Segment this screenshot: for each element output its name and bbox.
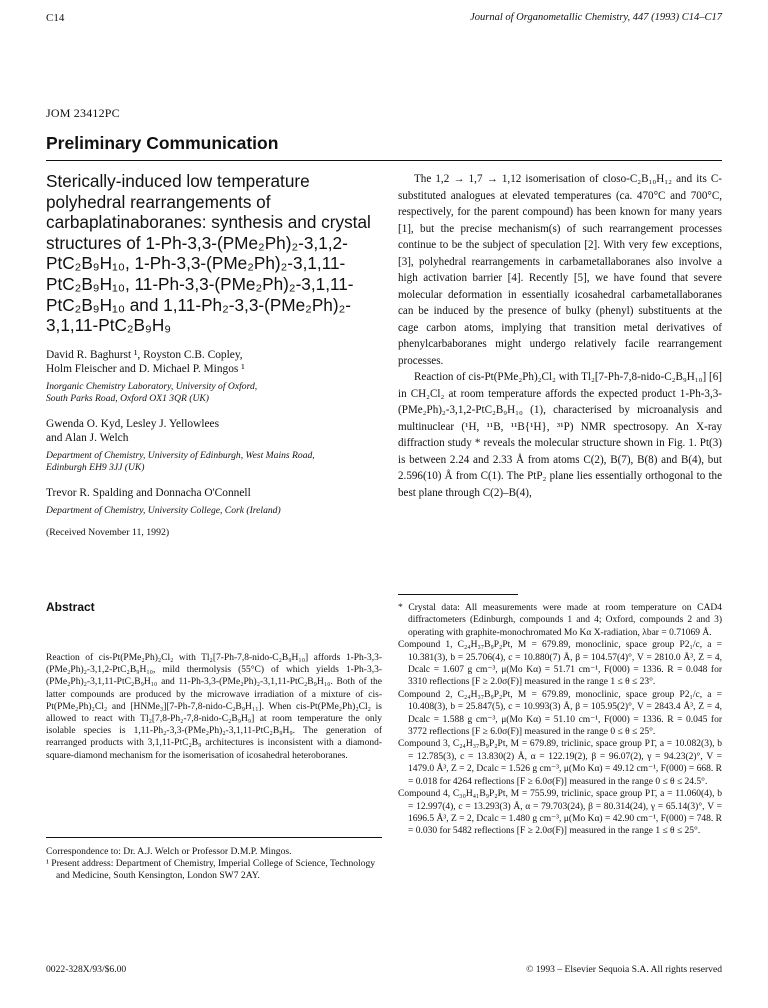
title-line: structures of 1-Ph-3,3-(PMe₂Ph)₂-3,1,2-: [46, 232, 348, 253]
affiliation: [46, 381, 382, 405]
abstract-heading: Abstract: [46, 600, 95, 614]
affiliation-line: Department of Chemistry, University College, Cork (Ireland): [46, 505, 281, 516]
issn: 0022-328X/93/$6.00: [46, 964, 127, 975]
author-line: David R. Baghurst ¹, Royston C.B. Copley,: [46, 349, 243, 361]
crystal-note: * Crystal data: All measurements were made at room temperature on CAD4 diffractometers (Edinburgh, compounds 1 and 4; Oxford, compounds 2 and 3) operating with graphite-monochromated Mo Kα X-radiation, λbar = 0.71069 Å.: [398, 603, 722, 638]
author-line: Trevor R. Spalding and Donnacha O'Connell: [46, 487, 251, 499]
affiliation: [46, 505, 382, 517]
author-line: Holm Fleischer and D. Michael P. Mingos ¹: [46, 363, 245, 375]
author-line: and Alan J. Welch: [46, 432, 129, 444]
title-line: carbaplatinaboranes: synthesis and crystal: [46, 212, 371, 233]
footnote: ¹ Present address: Department of Chemistry, Imperial College of Science, Technology and Medicine, South Kensington, London SW7 2AY.: [46, 858, 376, 881]
correspondence: Correspondence to: Dr. A.J. Welch or Professor D.M.P. Mingos.: [46, 846, 292, 857]
received-date: (Received November 11, 1992): [46, 527, 170, 538]
paragraph: Reaction of cis-Pt(PMe₂Ph)₂Cl₂ with Tl₂[7-Ph-7,8-nido-C₂B₉H₁₀] [6] in CH₂Cl₂ at room temperature affords the expected product 1-Ph-3,3-(PMe₂Ph)₂-3,1,2-PtC₂B₉H₁₀ (1), characterised by microanalysis and multinuclear (¹H, ¹¹B, ¹¹B{¹H}, ³¹P) NMR spectrosopy. An X-ray diffraction study * reveals the molecular structure shown in Fig. 1. Pt(3) is between 2.24 and 2.33 Å from atoms C(2), B(7), B(8) and B(4), but 2.596(10) Å from C(1). The PtP₂ plane lies essentially orthogonal to the best plane through C(2)–B(4),: [398, 371, 722, 499]
title-line: polyhedral rearrangements of: [46, 191, 271, 212]
crystal-data: [398, 602, 722, 838]
affiliation: [46, 450, 382, 474]
page-number: C14: [46, 12, 65, 24]
affiliation-line: Inorganic Chemistry Laboratory, University of Oxford,: [46, 381, 258, 392]
article-title: [46, 171, 380, 336]
footnote-rule: [46, 837, 382, 838]
author-names: [46, 348, 382, 376]
body-text: [398, 171, 722, 501]
copyright: © 1993 – Elsevier Sequoia S.A. All rights reserved: [526, 964, 722, 975]
abstract-text: Reaction of cis-Pt(PMe₂Ph)₂Cl₂ with Tl₂[7-Ph-7,8-nido-C₂B₉H₁₀] affords 1-Ph-3,3-(PMe₂Ph)₂-3,1,2-PtC₂B₉H₁₀, mild thermolysis (55°C) of which yields 1-Ph-3,3-(PMe₂Ph)₂-3,1,11-PtC₂B₉H₁₀ and 11-Ph-3,3-(PMe₂Ph)₂-3,1,11-PtC₂B₉H₁₀. Both of the latter compounds are produced by the microwave irradiation of a mixture of cis-Pt(PMe₂Ph)₂Cl₂ and [HNMe₃][7-Ph-7,8-nido-C₂B₉H₁₁]. When cis-Pt(PMe₂Ph)₂Cl₂ is allowed to react with Tl₂[7,8-Ph₂-7,8-nido-C₂B₉H₉] at room temperature the only isolable species is 1,11-Ph₂-3,3-(PMe₂Ph)₂-3,1,11-PtC₂B₉H₉. The generation of rearranged products with 3,1,11-PtC₂B₉ architectures is inconsistent with a diamond-square-diamond mechanism for the isomerisation of icosahedral heteroboranes.: [46, 653, 382, 761]
footnote-rule: [398, 594, 518, 595]
correspondence-notes: [46, 846, 382, 882]
title-line: PtC₂B₉H₁₀ and 1,11-Ph₂-3,3-(PMe₂Ph)₂-: [46, 294, 351, 315]
crystal-compound: Compound 3, C₂₄H₃₇B₉P₂Pt, M = 679.89, triclinic, space group P1̄, a = 10.082(3), b = 12.785(3), c = 13.830(2) Å, α = 122.19(2), β = 96.07(2), γ = 94.23(2)°, V = 1479.0 Å³, Z = 2, Dcalc = 1.526 g cm⁻³, μ(Mo Kα) = 49.12 cm⁻¹, F(000) = 668. R = 0.018 for 4264 reflections [F ≥ 6.0σ(F)] measured in the range 0 ≤ θ ≤ 24.5°.: [398, 739, 722, 787]
author-names: [46, 486, 382, 500]
article-code: JOM 23412PC: [46, 106, 120, 120]
affiliation-line: South Parks Road, Oxford OX1 3QR (UK): [46, 393, 209, 404]
crystal-compound: Compound 2, C₂₄H₃₇B₉P₂Pt, M = 679.89, monoclinic, space group P2₁/c, a = 10.408(3), b = 25.847(5), c = 10.993(3) Å, β = 105.95(2)°, V = 2843.4 Å³, Z = 4, Dcalc = 1.588 g cm⁻³, μ(Mo Kα) = 51.10 cm⁻¹, F(000) = 1336. R = 0.045 for 3772 reflections [F ≥ 6.0σ(F)] measured in the range 0 ≤ θ ≤ 25°.: [398, 689, 722, 738]
author-block: [46, 348, 382, 538]
title-line: PtC₂B₉H₁₀, 11-Ph-3,3-(PMe₂Ph)₂-3,1,11-: [46, 273, 354, 294]
author-line: Gwenda O. Kyd, Lesley J. Yellowlees: [46, 418, 220, 430]
affiliation-line: Department of Chemistry, University of Edinburgh, West Mains Road,: [46, 450, 315, 461]
author-names: [46, 417, 382, 445]
crystal-compound: Compound 1, C₂₄H₃₇B₉P₂Pt, M = 679.89, monoclinic, space group P2₁/c, a = 10.381(3), b = 25.706(4), c = 10.880(7) Å, β = 104.57(4)°, V = 2810.0 Å³, Z = 4, Dcalc = 1.607 g cm⁻³, μ(Mo Kα) = 51.71 cm⁻¹, F(000) = 1336. R = 0.048 for 3310 reflections [F ≥ 2.0σ(F)] measured in the range 1 ≤ θ ≤ 23°.: [398, 640, 722, 688]
crystal-compound: Compound 4, C₃₀H₄₁B₉P₂Pt, M = 755.99, triclinic, space group P1̄, a = 11.060(4), b = 12.997(4), c = 13.293(3) Å, α = 79.703(24), β = 80.314(24), γ = 65.14(3)°, V = 1696.5 Å³, Z = 2, Dcalc = 1.480 g cm⁻³, μ(Mo Kα) = 42.90 cm⁻¹, F(000) = 748. R = 0.030 for 5482 reflections [F ≥ 2.0σ(F)] measured in the range 1 ≤ θ ≤ 25°.: [398, 789, 722, 837]
title-line: 3,1,11-PtC₂B₉H₉: [46, 315, 172, 336]
section-heading: Preliminary Communication: [46, 133, 279, 153]
title-line: PtC₂B₉H₁₀, 1-Ph-3,3-(PMe₂Ph)₂-3,1,11-: [46, 253, 346, 274]
affiliation-line: Edinburgh EH9 3JJ (UK): [46, 462, 145, 473]
paragraph: The 1,2 → 1,7 → 1,12 isomerisation of closo-C₂B₁₀H₁₂ and its C-substituted analogues at elevated temperatures (ca. 470°C and 700°C, respectively, for the parent compound) has been known for many years [1], but the precise mechanism(s) of such rearrangement processes continue to be the subject of speculation [2]. With very few exceptions, [3], polyhedral rearrangements in carbametallaboranes also involve a high activation barrier [4]. Recently [5], we have found that severe molecular deformation in essentially icosahedral carbametallaboranes can be induced by the presence of bulky (phenyl) substituents at the cage carbon atoms, implying that transition metal derivatives of phenylcarbaboranes might undergo relatively facile rearrangement processes.: [398, 173, 722, 367]
header-rule: [46, 160, 722, 161]
journal-citation: Journal of Organometallic Chemistry, 447 (1993) C14–C17: [470, 12, 722, 23]
title-line: Sterically-induced low temperature: [46, 171, 310, 191]
